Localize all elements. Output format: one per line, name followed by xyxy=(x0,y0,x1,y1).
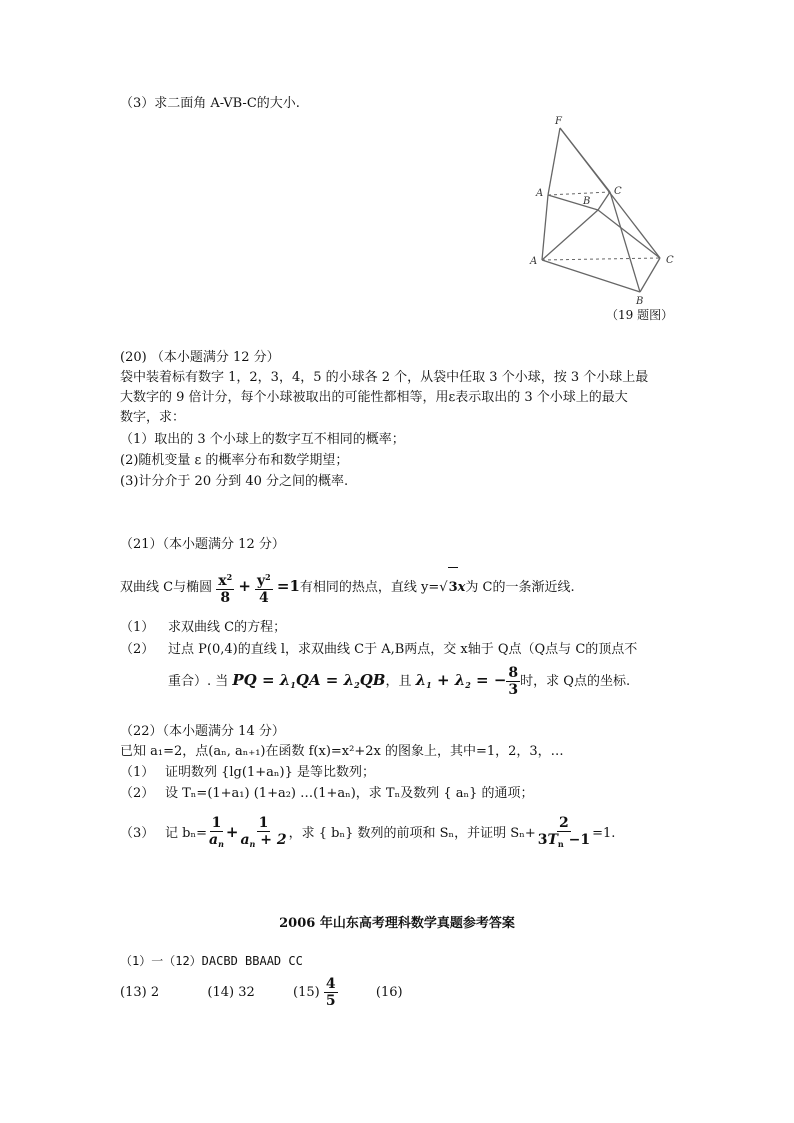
q20-item2: (2)随机变量 ε 的概率分布和数学期望； xyxy=(120,453,349,468)
q20-item1: （1）取出的 3 个小球上的数字互不相同的概率； xyxy=(120,432,405,447)
asymptote-formula: √3x xyxy=(439,580,465,595)
b-term-1: $\frac{1}{a_n}$ xyxy=(208,815,224,849)
answer-16: (16) xyxy=(375,985,403,1000)
vector-condition: PQ = $\lambda_1QA = \lambda_2QB$ xyxy=(232,671,386,690)
q20-header: (20) （本小题满分 12 分） xyxy=(120,350,280,365)
q21-intro-b: 有相同的热点，直线 y= xyxy=(299,580,440,595)
q21-intro: 双曲线 C与椭圆 $\frac{x^2}{8}$ + $\frac{y^2}{4}$ =1有相同的热点，直线 y=√3x为 C的一条渐近线. xyxy=(120,566,575,608)
answers-row2 xyxy=(120,973,403,1013)
q22-header: （22）（本小题满分 14 分） xyxy=(120,724,285,739)
q22-item2: （2） 设 Tₙ=(1+a₁) (1+a₂) …(1+aₙ)，求 Tₙ及数列 { aₙ} 的通项； xyxy=(120,786,534,801)
answer-15: (15) xyxy=(293,985,320,1000)
q22-line1: 已知 a₁=2，点(aₙ, aₙ₊₁)在函数 f(x)=x²+2x 的图象上，其中=1，2，3，… xyxy=(120,744,564,759)
point-b1-label: B xyxy=(583,196,591,207)
q21-intro-c: 为 C的一条渐近线. xyxy=(465,580,575,595)
q20-item3: (3)计分介于 20 分到 40 分之间的概率. xyxy=(120,474,349,489)
q20-line2: 大数字的 9 倍计分，每个小球被取出的可能性都相等，用ε表示取出的 3 个小球上的最大 xyxy=(120,390,628,405)
answers-row1: （1）一（12）DACBD BBAAD CC xyxy=(120,954,303,968)
ellipse-x-term: $\frac{x^2}{8}$ xyxy=(216,569,234,606)
q22-item1: （1） 证明数列 {lg(1+aₙ)} 是等比数列； xyxy=(120,765,375,780)
q19-figure-caption: （19 题图） xyxy=(606,308,674,322)
lambda-sum: $\lambda_1 + \lambda_2$ = − xyxy=(415,671,507,690)
q21-intro-a: 双曲线 C与椭圆 xyxy=(120,580,213,595)
lambda-sum-value: $\frac{8}{3}$ xyxy=(508,665,519,698)
answer-13: (13) 2 xyxy=(120,985,160,1000)
q21-item2-line1: （2） 过点 P(0,4)的直线 l，求双曲线 C于 A,B两点，交 x轴于 Q点（Q点与 C的顶点不 xyxy=(120,642,638,657)
answer-15-value: $\frac{4}{5}$ xyxy=(325,976,336,1009)
q21-item1: （1） 求双曲线 C的方程； xyxy=(120,620,287,635)
q21-header: （21）（本小题满分 12 分） xyxy=(120,537,285,552)
point-a1-label: A xyxy=(536,188,544,199)
ellipse-y-term: $\frac{y^2}{4}$ xyxy=(255,569,273,606)
point-b-label: B xyxy=(636,296,644,307)
s-term: $\frac{2}{3T_n -1}$ xyxy=(537,815,591,849)
answer-14: (14) 32 xyxy=(207,985,255,1000)
q21-item2-line2: 重合）. 当 PQ = $\lambda_1QA = \lambda_2QB$，且 $\lambda_1 + \lambda_2$ = − $\frac{8}{3}$ 时，求 Q点的坐标. xyxy=(168,665,631,698)
point-a-label: A xyxy=(530,256,538,267)
point-c1-label: C xyxy=(614,186,622,197)
q20-line1: 袋中装着标有数字 1，2，3，4，5 的小球各 2 个，从袋中任取 3 个小球，按 3 个小球上最 xyxy=(120,370,649,385)
q19-part3: （3）求二面角 A-VB-C的大小. xyxy=(120,96,300,111)
point-f-label: F xyxy=(555,116,562,127)
q20-line3: 数字，求： xyxy=(120,410,186,425)
point-c-label: C xyxy=(666,255,674,266)
b-term-2: $\frac{1}{a_n + 2}$ xyxy=(240,815,287,849)
q22-item3: （3） 记 bₙ= $\frac{1}{a_n}$ + $\frac{1}{a_n + 2}$ ，求 { bₙ} 数列的前项和 Sₙ，并证明 Sₙ+ $\frac{2}{3T_n -1}$ =1. xyxy=(120,812,615,854)
q19-figure xyxy=(520,110,700,310)
answers-title: 2006 年山东高考理科数学真题参考答案 xyxy=(279,916,515,931)
